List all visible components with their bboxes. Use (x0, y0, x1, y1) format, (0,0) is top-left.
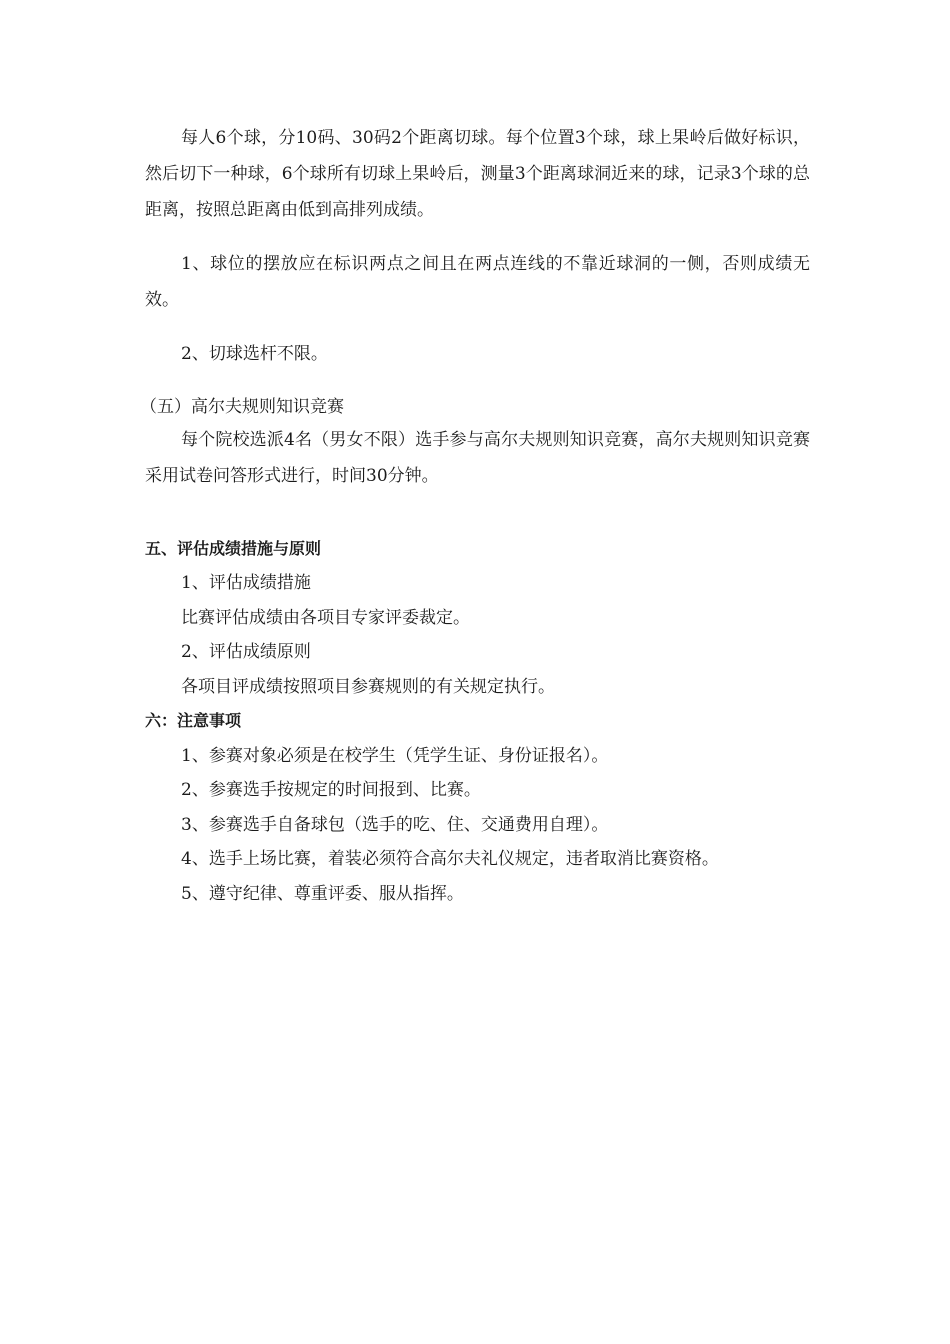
notice-item: 1、参赛对象必须是在校学生（凭学生证、身份证报名）。 (181, 746, 609, 766)
section-5-item-1-title: 1、评估成绩措施 (181, 573, 311, 593)
section-5-item-2-title: 2、评估成绩原则 (181, 642, 311, 662)
notice-item: 4、选手上场比赛，着装必须符合高尔夫礼仪规定，违者取消比赛资格。 (181, 849, 719, 869)
section-5-heading: 五、评估成绩措施与原则 (145, 539, 322, 558)
section-5-item-1-body: 比赛评估成绩由各项目专家评委裁定。 (181, 608, 470, 628)
notice-item: 3、参赛选手自备球包（选手的吃、住、交通费用自理）。 (181, 815, 609, 835)
chipping-rule-1: 1、球位的摆放应在标识两点之间且在两点连线的不靠近球洞的一侧，否则成绩无效。 (145, 254, 810, 310)
section-5-item-2-body: 各项目评成绩按照项目参赛规则的有关规定执行。 (181, 677, 555, 697)
section-6-heading: 六：注意事项 (145, 711, 242, 730)
notice-item: 5、遵守纪律、尊重评委、服从指挥。 (181, 884, 464, 904)
rules-quiz-title: （五）高尔夫规则知识竞赛 (140, 397, 344, 417)
chipping-intro-paragraph: 每人6个球，分10码、30码2个距离切球。每个位置3个球，球上果岭后做好标识，然后切下一种球，6个球所有切球上果岭后，测量3个距离球洞近来的球，记录3个球的总距离，按照总距离由低到高排列成绩。 (145, 128, 810, 220)
chipping-rule-2: 2、切球选杆不限。 (181, 344, 328, 364)
notice-item: 2、参赛选手按规定的时间报到、比赛。 (181, 780, 481, 800)
rules-quiz-body: 每个院校选派4名（男女不限）选手参与高尔夫规则知识竞赛，高尔夫规则知识竞赛采用试卷问答形式进行，时间30分钟。 (145, 430, 810, 486)
